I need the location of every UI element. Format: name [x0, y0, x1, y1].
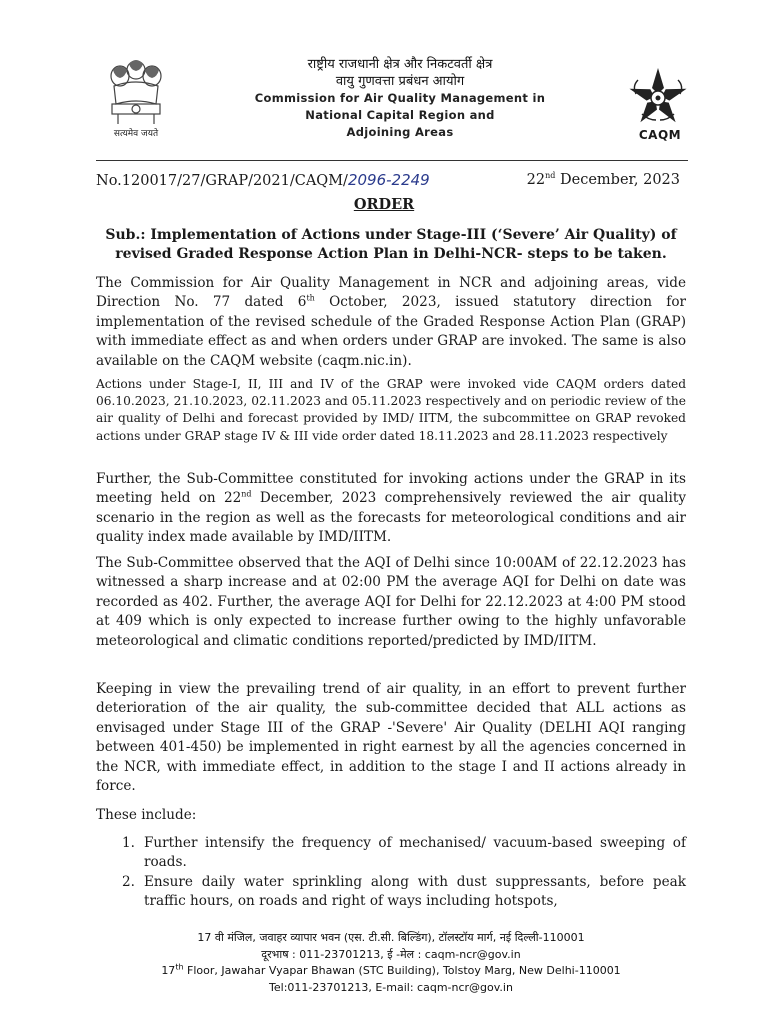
paragraph-3-sup: nd [241, 489, 252, 499]
footer-hindi-address: 17 वी मंजिल, जवाहर व्यापार भवन (एस. टी.सी. बिल्डिंग), टॉलस्टॉय मार्ग, नई दिल्ली-110001 [197, 931, 585, 944]
date-rest: December, 2023 [555, 172, 680, 188]
list-item [122, 873, 686, 912]
list-item-number: 1. [122, 835, 135, 851]
paragraph-1-part-b: October, 2023, issued statutory direction for implementation of the revised schedule of the Graded Response Action Plan (GRAP) with immediate effect as and when orders under GRAP are invoked. The same is also available on the CAQM website (caqm.nic.in). [96, 294, 686, 369]
paragraph-1-part-a: The Commission for Air Quality Management in NCR and adjoining areas, vide Direction No. 77 dated 6 [96, 275, 686, 311]
emblem-motto: सत्यमेव जयते [113, 129, 159, 139]
date-day: 22 [526, 172, 546, 188]
order-subject: Sub.: Implementation of Actions under Stage-III (‘Severe’ Air Quality) of revised Graded Response Action Plan in Delhi-NCR- steps to be taken. [105, 227, 677, 262]
hindi-org-line-2: वायु गुणवत्ता प्रबंधन आयोग [335, 74, 465, 89]
reference-line [96, 168, 680, 192]
footer-hindi-contact: दूरभाष : 011-23701213, ई -मेल : caqm-ncr@gov.in [261, 947, 521, 961]
header-divider [96, 160, 688, 161]
english-org-line-1: Commission for Air Quality Management in [254, 91, 546, 105]
paragraph-5: Keeping in view the prevailing trend of air quality, in an effort to prevent further deterioration of the air quality, the sub-committee decided that ALL actions as envisaged under Stage III of the GRAP -'Severe' Air Quality (DELHI AQI ranging between 401-450) be implemented in right earnest by all the agencies concerned in the NCR, with immediate effect, in addition to the stage I and II actions already in force. [96, 681, 686, 795]
list-item [122, 834, 686, 873]
footer-floor-number: 17 [161, 964, 176, 977]
paragraph-3-part-a: Further, the Sub-Committee constituted for invoking actions under the GRAP in its meeting held on 22 [96, 471, 686, 507]
list-item-number: 2. [122, 873, 135, 890]
paragraph-1 [96, 274, 686, 371]
paragraph-1-sup: th [306, 293, 315, 303]
footer-floor-suffix: th [175, 962, 184, 972]
footer [96, 930, 686, 996]
hindi-org-line-1: राष्ट्रीय राजधानी क्षेत्र और निकटवर्ती क्षेत्र [307, 57, 493, 72]
paragraph-3-part-b: December, 2023 comprehensively reviewed the air quality scenario in the region as well as the forecasts for meteorological conditions and air quality index made available by IMD/IITM. [96, 490, 686, 546]
caqm-logo-text: CAQM [638, 128, 682, 142]
handwritten-dispatch-number: 2096-2249 [347, 171, 430, 189]
reference-number-text: No.120017/27/GRAP/2021/CAQM/ [96, 173, 348, 189]
order-title: ORDER [353, 196, 415, 213]
english-org-line-2: National Capital Region and [305, 108, 495, 122]
footer-english-address [96, 963, 686, 980]
letterhead [200, 56, 600, 141]
english-org-line-3: Adjoining Areas [346, 125, 454, 139]
paragraph-2: Actions under Stage-I, II, III and IV of the GRAP were invoked vide CAQM orders dated 06.10.2023, 21.10.2023, 02.11.2023 and 05.11.2023 respectively and on periodic review of the air quality of Delhi and forecast provided by IMD/ IITM, the subcommittee on GRAP revoked actions under GRAP stage IV & III vide order dated 18.11.2023 and 28.11.2023 respectively [96, 377, 686, 443]
paragraph-6: These include: [96, 807, 197, 823]
list-item-text: Ensure daily water sprinkling along with dust suppressants, before peak traffic hours, on roads and right of ways including hotspots, [144, 873, 686, 910]
footer-english-contact: Tel:011-23701213, E-mail: caqm-ncr@gov.in [269, 980, 513, 994]
list-item-text: Further intensify the frequency of mechanised/ vacuum-based sweeping of roads. [144, 835, 686, 871]
order-date [527, 168, 680, 192]
paragraph-3 [96, 470, 686, 548]
actions-list [122, 834, 686, 912]
paragraph-4: The Sub-Committee observed that the AQI of Delhi since 10:00AM of 22.12.2023 has witnessed a sharp increase and at 02:00 PM the average AQI for Delhi on date was recorded as 402. Further, the average AQI for Delhi for 22.12.2023 at 4:00 PM stood at 409 which is only expected to increase further owing to the highly unfavorable meteorological and climatic conditions reported/predicted by IMD/IITM. [96, 555, 686, 649]
reference-number [96, 168, 430, 193]
date-suffix: nd [545, 171, 556, 181]
footer-address-rest: Floor, Jawahar Vyapar Bhawan (STC Building), Tolstoy Marg, New Delhi-110001 [183, 964, 621, 977]
